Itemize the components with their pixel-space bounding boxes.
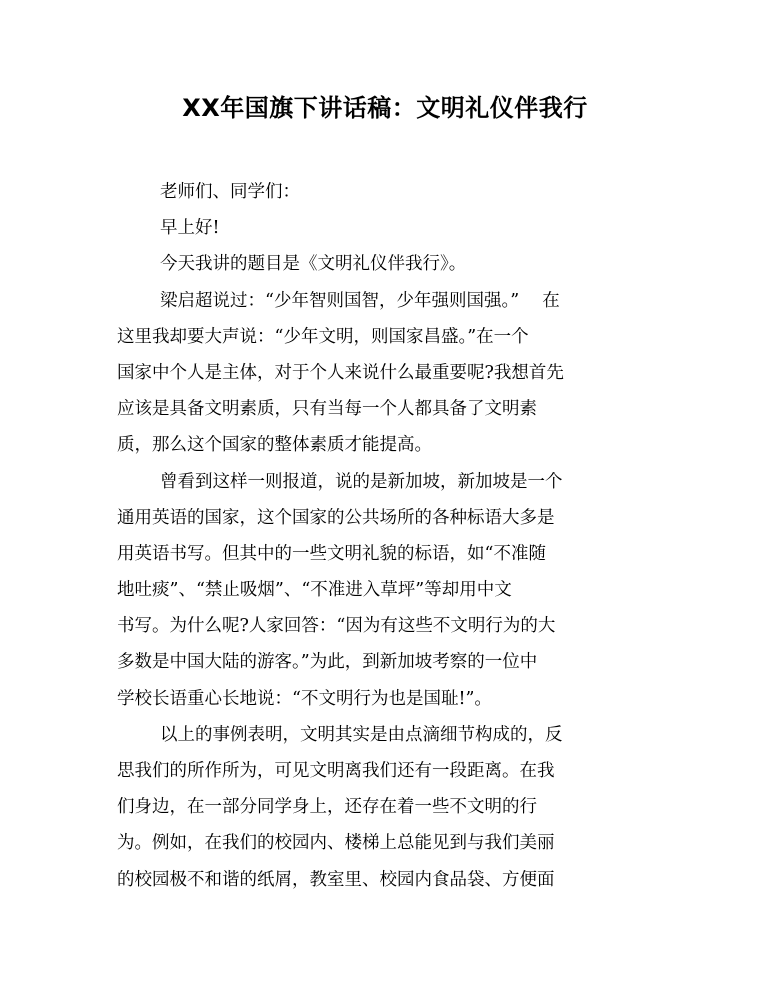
text-line: 思我们的所作所为，可见文明离我们还有一段距离。在我 [117,761,555,781]
text-line: 这里我却要大声说：“少年文明，则国家昌盛。”在一个 [117,326,529,347]
text-line: 梁启超说过：“少年智则国智，少年强则国强。” 在 [160,290,560,311]
text-line: 早上好! [160,218,220,239]
text-line: 多数是中国大陆的游客。”为此，到新加坡考察的一位中 [117,652,538,673]
text-line: 学校长语重心长地说：“不文明行为也是国耻!”。 [117,688,492,709]
text-line: 国家中个人是主体，对于个人来说什么最重要呢?我想首先 [117,362,564,383]
text-line: 的校园极不和谐的纸屑，教室里、校园内食品袋、方便面 [117,869,555,890]
text-line: 书写。为什么呢?人家回答：“因为有这些不文明行为的大 [117,616,556,637]
text-line: 老师们、同学们： [160,182,300,202]
text-line: 通用英语的国家，这个国家的公共场所的各种标语大多是 [117,507,555,528]
text-line: 们身边，在一部分同学身上，还存在着一些不文明的行 [117,797,537,818]
text-line: 地吐痰”、“禁止吸烟”、“不准进入草坪”等却用中文 [117,580,512,601]
page-title: XX年国旗下讲话稿：文明礼仪伴我行 [182,94,588,122]
text-line: 曾看到这样一则报道，说的是新加坡，新加坡是一个 [160,471,563,492]
document-body [117,174,655,898]
text-line: 应该是具备文明素质，只有当每一个人都具备了文明素 [117,399,537,420]
text-line: 用英语书写。但其中的一些文明礼貌的标语，如“不准随 [117,543,546,564]
text-line: 以上的事例表明，文明其实是由点滴细节构成的，反 [160,724,563,745]
text-line: 为。例如，在我们的校园内、楼梯上总能见到与我们美丽 [117,833,555,854]
text-line: 今天我讲的题目是《文明礼仪伴我行》。 [160,254,467,275]
text-line: 质，那么这个国家的整体素质才能提高。 [117,435,432,456]
